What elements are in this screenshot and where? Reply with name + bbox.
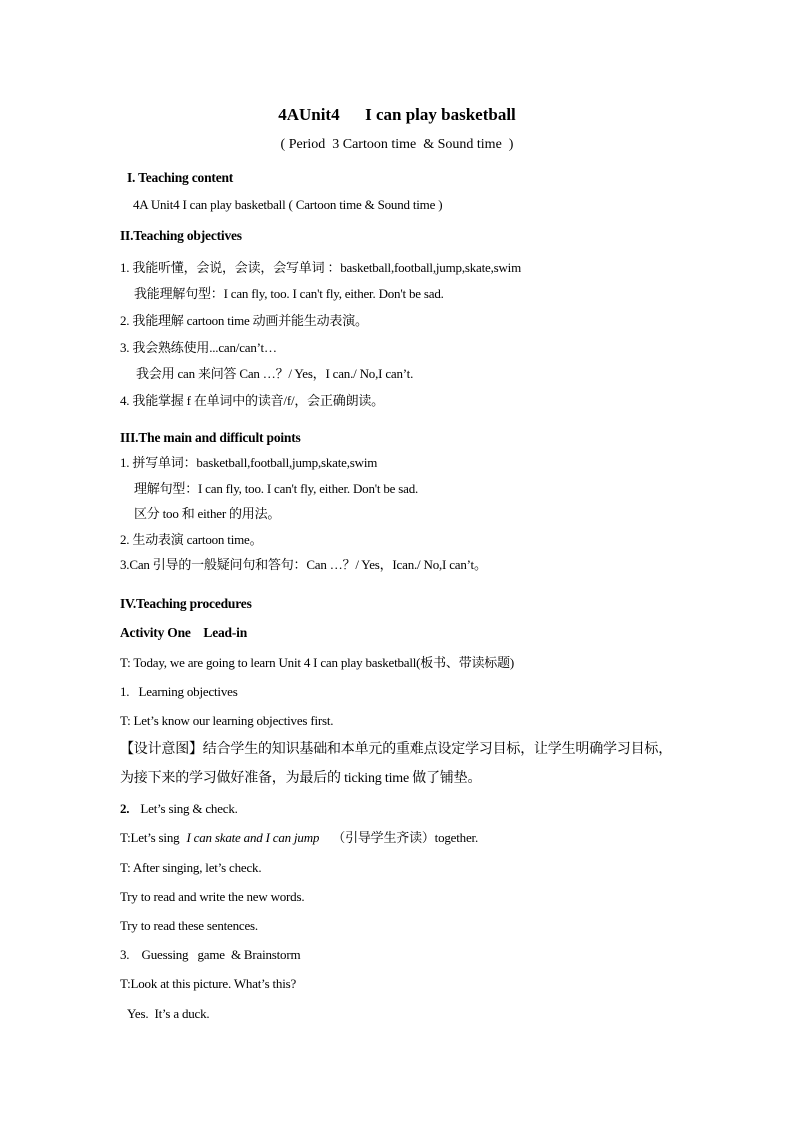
document-subtitle: ( Period 3 Cartoon time & Sound time ) bbox=[280, 137, 514, 152]
design-intent-line: 为接下来的学习做好准备，为最后的 ticking time 做了铺垫。 bbox=[120, 771, 482, 786]
design-intent-line: 【设计意图】结合学生的知识基础和本单元的重难点设定学习目标，让学生明确学习目标， bbox=[120, 742, 672, 757]
objective-line: 2. 我能理解 cartoon time 动画并能生动表演。 bbox=[120, 313, 368, 328]
list-number: 2. bbox=[120, 801, 130, 816]
list-text: Let’s sing & check. bbox=[140, 801, 238, 816]
objective-line: 1. 我能听懂，会说，会读，会写单词 ：basketball,football,jump,skate,swim bbox=[120, 260, 521, 275]
point-line: 1. 拼写单词：basketball,football,jump,skate,swim bbox=[120, 455, 378, 470]
section-heading-teaching-content: I. Teaching content bbox=[127, 170, 234, 185]
procedure-line bbox=[120, 802, 238, 815]
sing-prefix: T:Let’s sing bbox=[120, 830, 180, 845]
section-heading-main-points: III.The main and difficult points bbox=[120, 430, 301, 445]
procedure-line: T: After singing, let’s check. bbox=[120, 860, 262, 875]
objective-line: 4. 我能掌握 f 在单词中的读音/f/，会正确朗读。 bbox=[120, 393, 384, 408]
objective-line: 我能理解句型：I can fly, too. I can't fly, either. Don't be sad. bbox=[134, 286, 444, 301]
objective-line: 我会用 can 来问答 Can …？/ Yes，I can./ No,I can’t. bbox=[136, 366, 414, 381]
point-line: 理解句型：I can fly, too. I can't fly, either. Don't be sad. bbox=[134, 481, 419, 496]
procedure-line: T: Let’s know our learning objectives first. bbox=[120, 713, 334, 728]
procedure-line: T: Today, we are going to learn Unit 4 I can play basketball(板书、带读标题) bbox=[120, 655, 515, 670]
song-title: I can skate and I can jump bbox=[186, 830, 320, 845]
document-title: 4AUnit4 I can play basketball bbox=[278, 105, 516, 124]
section-heading-teaching-objectives: II.Teaching objectives bbox=[120, 228, 242, 243]
procedure-line: 1. Learning objectives bbox=[120, 684, 238, 699]
objective-line: 3. 我会熟练使用...can/can’t… bbox=[120, 340, 277, 355]
procedure-line: T:Look at this picture. What’s this? bbox=[120, 976, 297, 991]
procedure-line: Try to read and write the new words. bbox=[120, 889, 305, 904]
point-line: 3.Can 引导的一般疑问句和答句：Can …？/ Yes，Ican./ No,I can’t。 bbox=[120, 557, 487, 572]
activity-heading: Activity One Lead-in bbox=[120, 625, 248, 640]
procedure-line: Yes. It’s a duck. bbox=[127, 1006, 210, 1021]
procedure-line: 3. Guessing game & Brainstorm bbox=[120, 947, 301, 962]
procedure-line: Try to read these sentences. bbox=[120, 918, 258, 933]
point-line: 区分 too 和 either 的用法。 bbox=[134, 506, 281, 521]
sing-suffix: （引导学生齐读）together. bbox=[332, 830, 478, 845]
procedure-line bbox=[120, 831, 478, 844]
point-line: 2. 生动表演 cartoon time。 bbox=[120, 532, 263, 547]
section-heading-teaching-procedures: IV.Teaching procedures bbox=[120, 596, 252, 611]
teaching-content-text: 4A Unit4 I can play basketball ( Cartoon time & Sound time ) bbox=[133, 197, 443, 212]
